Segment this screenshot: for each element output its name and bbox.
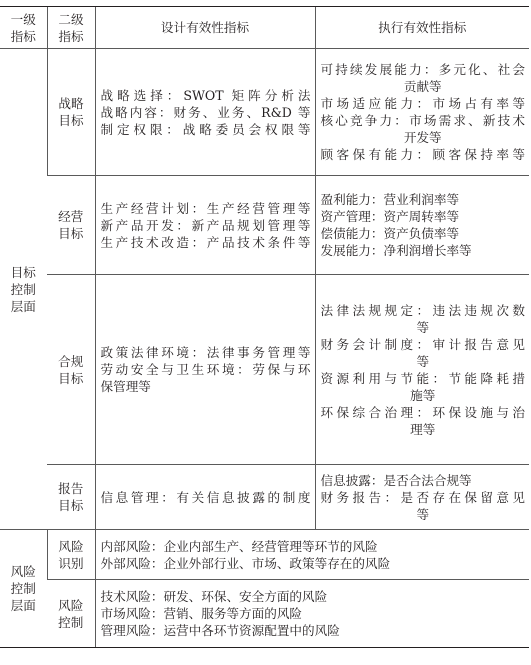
design-cell: 战略选择：SWOT 矩阵分析法 战略内容：财务、业务、R&D 等 制定权限：战略委员会权限等 [95,49,315,176]
design-cell: 生产经营计划：生产经营管理等 新产品开发：新产品规划管理等 生产技术改造：产品技术条件等 [95,176,315,275]
table-row [0,275,529,465]
header-design: 设计有效性指标 [95,7,315,49]
header-exec: 执行有效性指标 [315,7,529,49]
subgroup-operating: 经营 目标 [47,176,95,275]
subgroup-strategy: 战略 目标 [47,49,95,176]
table-row [0,176,529,275]
design-cell: 信息管理：有关信息披露的制度 [95,465,315,530]
header-level2: 二级 指标 [47,7,95,49]
exec-cell: 法律法规规定：违法违规次数 等 财务会计制度：审计报告意见 等 资源利用与节能：节能降耗措 施等 环保综合治理：环保设施与治 理等 [315,275,529,465]
table-row [0,465,529,530]
subgroup-compliance: 合规 目标 [47,275,95,465]
table-row [0,49,529,176]
subgroup-risk-control: 风险 控制 [47,580,95,648]
exec-cell: 可持续发展能力：多元化、社会 贡献等 市场适应能力：市场占有率等 核心竞争力：市场需求、新技术 开发等 顾客保有能力：顾客保持率等 [315,49,529,176]
subgroup-reporting: 报告 目标 [47,465,95,530]
exec-cell: 信息披露：是否合法合规等 财务报告：是否存在保留意见 等 [315,465,529,530]
header-level1: 一级 指标 [0,7,47,49]
indicator-table [0,6,529,648]
exec-cell: 盈利能力：营业利润率等 资产管理：资产周转率等 偿债能力：资产负债率等 发展能力：净利润增长率等 [315,176,529,275]
group-risk-control: 风险 控制 层面 [0,530,47,648]
merged-cell: 技术风险：研发、环保、安全方面的风险 市场风险：营销、服务等方面的风险 管理风险：运营中各环节资源配置中的风险 [95,580,529,648]
table-row [0,530,529,580]
design-cell: 政策法律环境：法律事务管理等 劳动安全与卫生环境：劳保与环 保管理等 [95,275,315,465]
table-header-row [0,7,529,49]
merged-cell: 内部风险：企业内部生产、经营管理等环节的风险 外部风险：企业外部行业、市场、政策等存在的风险 [95,530,529,580]
group-goal-control: 目标 控制 层面 [0,49,47,530]
table-row [0,580,529,648]
subgroup-risk-identification: 风险 识别 [47,530,95,580]
